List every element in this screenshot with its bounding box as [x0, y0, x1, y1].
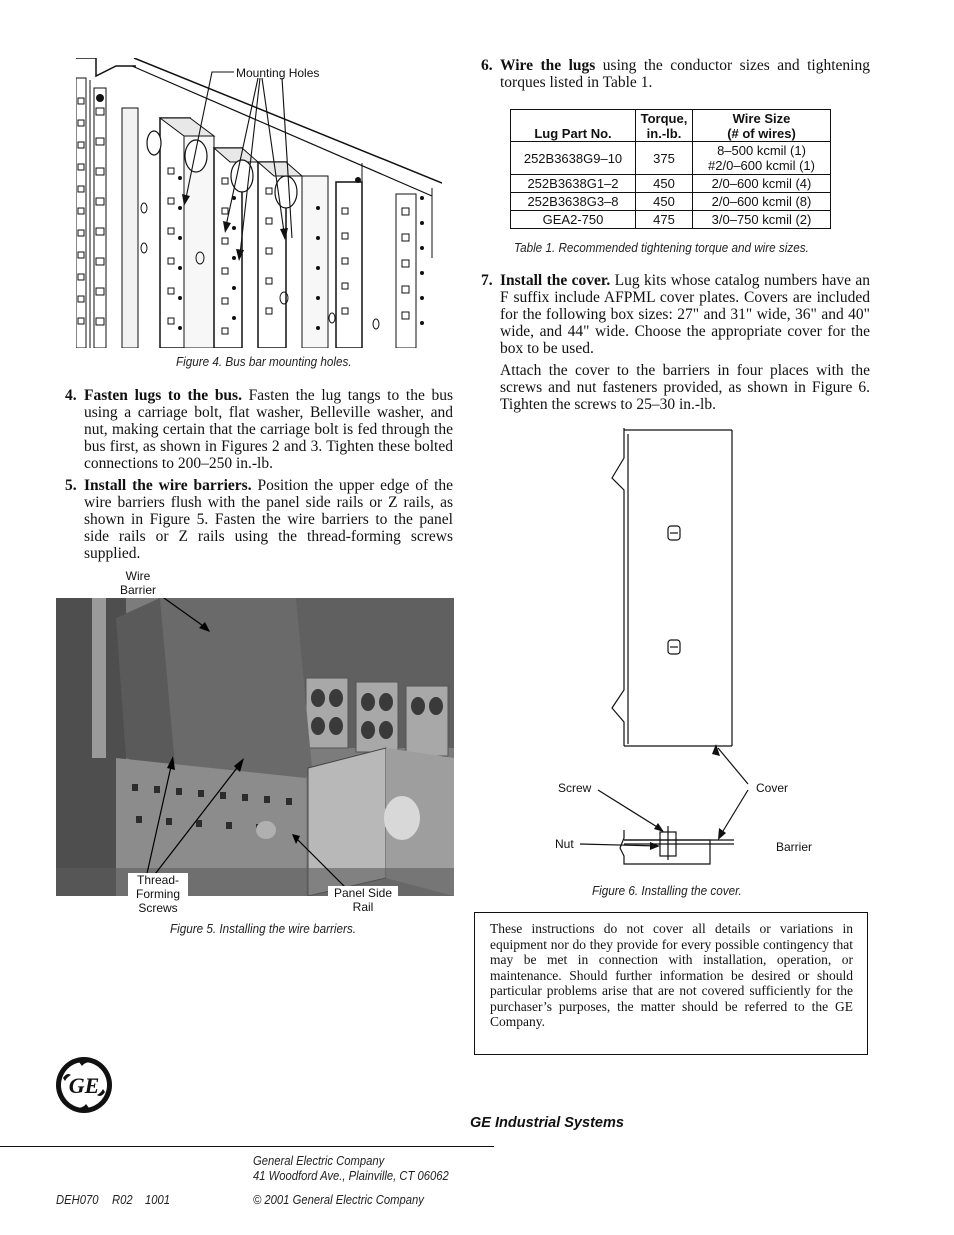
step-6-body: using the conductor sizes and tightening torques listed in Table 1. [500, 57, 870, 91]
label-rail-line2: Rail [352, 900, 374, 914]
step-6-text [500, 57, 870, 91]
cell-wire-line1: 8–500 kcmil (1) [717, 143, 806, 158]
footer-address: 41 Woodford Ave., Plainville, CT 06062 [253, 1169, 449, 1183]
ge-logo [55, 1056, 113, 1114]
label-screws-line3: Screws [138, 901, 178, 915]
table-row [511, 211, 831, 229]
figure-5-caption: Figure 5. Installing the wire barriers. [170, 921, 356, 936]
label-cover: Cover [756, 781, 789, 795]
step-6-number: 6. [481, 57, 493, 74]
step-4-title: Fasten lugs to the bus. [84, 387, 242, 404]
table-1-caption: Table 1. Recommended tightening torque and wire sizes. [514, 240, 809, 255]
footer-division: GE Industrial Systems [470, 1115, 624, 1131]
footer-company: General Electric Company [253, 1154, 385, 1168]
step-5-text [84, 477, 453, 562]
figure-5-photo [56, 598, 454, 896]
table-row [511, 175, 831, 193]
footer-rule [0, 1146, 494, 1147]
label-panel-side-rail [328, 886, 398, 914]
disclaimer-notice: These instructions do not cover all details or variations in equipment nor do they provide for every possible contingency that may be met in connection with installation, operation, or maintenance. Should further information be desired or should particular problems arise that are not covered sufficiently for the purchaser’s purposes, the matter should be referred to the GE Company. [474, 912, 868, 1055]
figure-4-caption: Figure 4. Bus bar mounting holes. [176, 354, 352, 369]
cell-torque: 475 [636, 211, 693, 229]
label-wire-barrier-line1: Wire [125, 569, 151, 583]
cell-wire [693, 142, 831, 175]
step-4-text [84, 387, 453, 472]
step-7-title: Install the cover. [500, 272, 611, 289]
label-screws-line2: Forming [135, 887, 180, 901]
bus-bar-illustration [76, 58, 442, 348]
wire-barrier-photo [56, 598, 454, 896]
figure-6 [550, 428, 800, 868]
header-torque-line2: in.-lb. [646, 126, 682, 141]
figure-6-caption: Figure 6. Installing the cover. [592, 883, 742, 898]
cell-part: 252B3638G9–10 [511, 142, 636, 175]
ge-monogram-icon [55, 1056, 113, 1114]
step-7-text-2: Attach the cover to the barriers in four places with the screws and nut fasteners provided, as shown in Figure 6. Tighten the screws to 25–30 in.-lb. [500, 362, 870, 413]
label-wire-barrier [116, 569, 160, 597]
cell-part: 252B3638G3–8 [511, 193, 636, 211]
lug-torque-table [510, 109, 831, 229]
header-torque [636, 110, 693, 142]
footer-date-code: 1001 [145, 1193, 171, 1207]
step-4-number: 4. [65, 387, 77, 404]
label-rail-line1: Panel Side [328, 886, 398, 900]
label-mounting-holes: Mounting Holes [236, 66, 320, 80]
table-header-row [511, 110, 831, 142]
step-6-title: Wire the lugs [500, 57, 596, 74]
cell-part: GEA2-750 [511, 211, 636, 229]
cell-torque: 450 [636, 175, 693, 193]
step-4-body: Fasten the lug tangs to the bus using a carriage bolt, flat washer, Belleville washer, and nut, making certain that the carriage bolt is fed through the bus first, as shown in Figures 2 and 3. Tighten these bolted connections to 200–250 in.-lb. [84, 387, 454, 472]
header-wire-line1: Wire Size [732, 111, 791, 126]
step-5-number: 5. [65, 477, 77, 494]
cell-wire: 2/0–600 kcmil (4) [693, 175, 831, 193]
cell-torque: 450 [636, 193, 693, 211]
step-7-body: Lug kits whose catalog numbers have an F suffix include AFPML cover plates. Covers are included for the following box sizes: 27" and 31" wide, 36" and 40" wide, and 44" wide. Choose the appropriate cover for the box to be used. [500, 272, 870, 357]
footer-doc-number: DEH070 [56, 1193, 99, 1207]
figure-4 [76, 58, 442, 348]
label-screws-line1: Thread- [136, 873, 180, 887]
cell-torque: 375 [636, 142, 693, 175]
footer-revision: R02 [112, 1193, 133, 1207]
header-wire-line2: (# of wires) [727, 126, 796, 141]
label-thread-forming-screws [128, 873, 188, 915]
cell-wire-line2: #2/0–600 kcmil (1) [708, 158, 815, 173]
label-wire-barrier-line2: Barrier [119, 583, 156, 597]
label-nut: Nut [555, 837, 574, 851]
step-5-title: Install the wire barriers. [84, 477, 252, 494]
label-screw: Screw [558, 781, 592, 795]
cell-wire: 2/0–600 kcmil (8) [693, 193, 831, 211]
table-row [511, 193, 831, 211]
footer-copyright: © 2001 General Electric Company [253, 1193, 424, 1207]
table-row [511, 142, 831, 175]
step-7-number: 7. [481, 272, 493, 289]
step-7-text [500, 272, 870, 357]
ge-logo-text: GE [68, 1073, 100, 1098]
header-torque-line1: Torque, [640, 111, 688, 126]
cell-wire: 3/0–750 kcmil (2) [693, 211, 831, 229]
header-wire-size [693, 110, 831, 142]
cell-part: 252B3638G1–2 [511, 175, 636, 193]
cover-installation-diagram [550, 428, 800, 868]
step-5-body: Position the upper edge of the wire barriers flush with the panel side rails or Z rails, as shown in Figure 5. Fasten the wire barriers to the panel side rails or Z rails using the thread-forming screws supplied. [84, 477, 454, 562]
header-lug-part: Lug Part No. [511, 110, 636, 142]
label-barrier: Barrier [776, 840, 813, 854]
